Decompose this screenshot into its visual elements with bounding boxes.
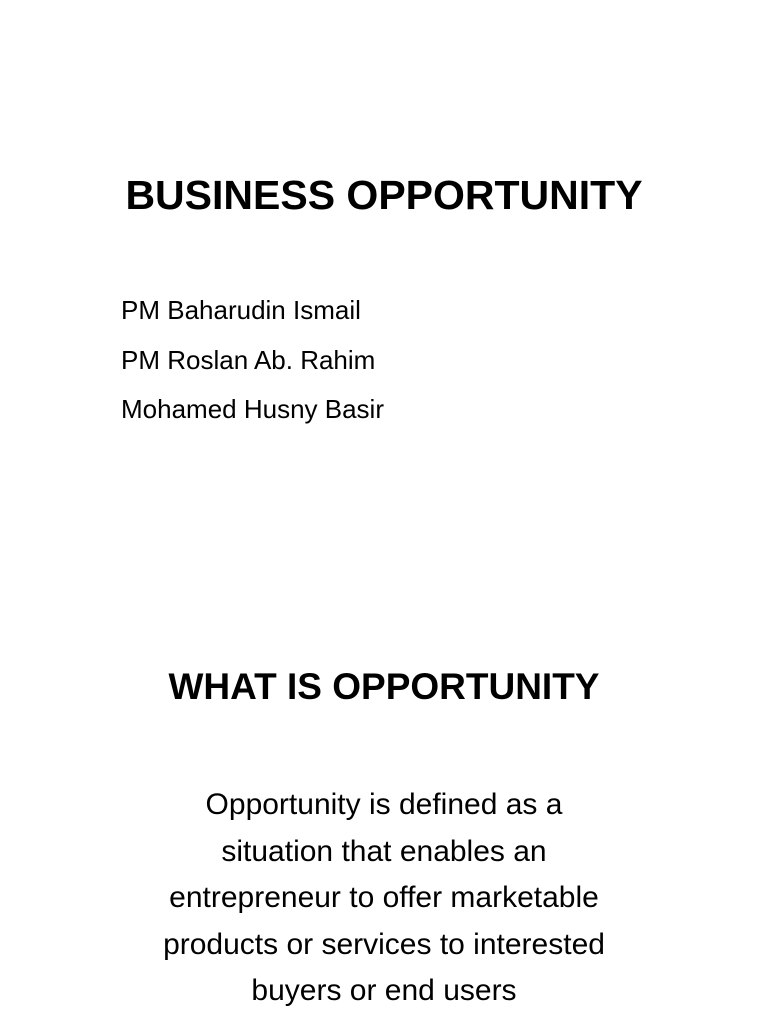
- definition-line: Opportunity is defined as a: [205, 788, 563, 821]
- definition-line: buyers or end users: [251, 974, 517, 1007]
- section-title: WHAT IS OPPORTUNITY: [168, 666, 600, 707]
- presentation-title: BUSINESS OPPORTUNITY: [125, 172, 643, 218]
- author-list: [121, 286, 384, 435]
- author-name: PM Baharudin Ismail: [121, 295, 361, 325]
- slide-definition: [0, 512, 768, 1024]
- definition-line: products or services to interested: [163, 927, 605, 961]
- definition-line: entrepreneur to offer marketable: [169, 881, 599, 914]
- author-name: PM Roslan Ab. Rahim: [121, 344, 376, 375]
- definition-text: [84, 782, 684, 1015]
- author-name: Mohamed Husny Basir: [121, 394, 384, 424]
- definition-line: situation that enables an: [221, 834, 547, 868]
